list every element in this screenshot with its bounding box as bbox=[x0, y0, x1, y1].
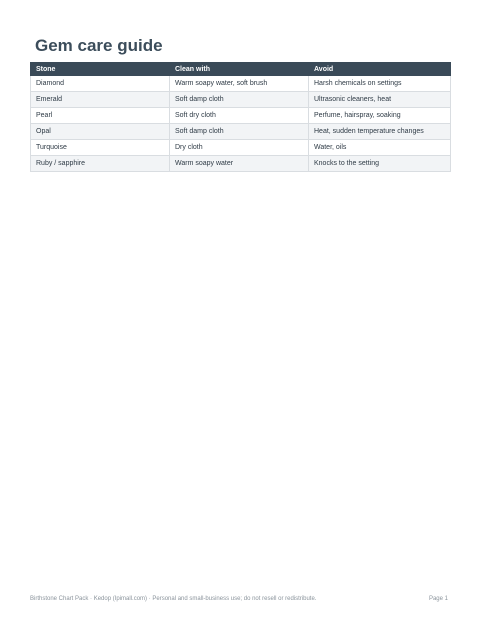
table-row bbox=[31, 156, 451, 172]
table-row bbox=[31, 140, 451, 156]
stone-cell: Turquoise bbox=[31, 140, 170, 156]
column-header-stone: Stone bbox=[31, 63, 170, 76]
page-title: Gem care guide bbox=[35, 36, 163, 55]
stone-cell: Opal bbox=[31, 124, 170, 140]
stone-cell: Ruby / sapphire bbox=[31, 156, 170, 172]
clean-with-cell: Warm soapy water bbox=[170, 156, 309, 172]
stone-cell: Diamond bbox=[31, 76, 170, 92]
column-header-clean-with: Clean with bbox=[170, 63, 309, 76]
avoid-cell: Harsh chemicals on settings bbox=[309, 76, 451, 92]
avoid-cell: Heat, sudden temperature changes bbox=[309, 124, 451, 140]
stone-cell: Pearl bbox=[31, 108, 170, 124]
avoid-cell: Perfume, hairspray, soaking bbox=[309, 108, 451, 124]
table-header-row bbox=[31, 63, 451, 76]
clean-with-cell: Soft damp cloth bbox=[170, 124, 309, 140]
gem-care-table bbox=[30, 62, 451, 172]
footer-credits: Birthstone Chart Pack · Kedop (Ipimall.com) · Personal and small-business use; do not resell or redistribute. bbox=[30, 596, 317, 602]
page-number: Page 1 bbox=[428, 596, 448, 602]
clean-with-cell: Dry cloth bbox=[170, 140, 309, 156]
table-row bbox=[31, 76, 451, 92]
avoid-cell: Knocks to the setting bbox=[309, 156, 451, 172]
table-row bbox=[31, 124, 451, 140]
clean-with-cell: Soft damp cloth bbox=[170, 92, 309, 108]
avoid-cell: Ultrasonic cleaners, heat bbox=[309, 92, 451, 108]
column-header-avoid: Avoid bbox=[309, 63, 451, 76]
clean-with-cell: Warm soapy water, soft brush bbox=[170, 76, 309, 92]
avoid-cell: Water, oils bbox=[309, 140, 451, 156]
clean-with-cell: Soft dry cloth bbox=[170, 108, 309, 124]
table-row bbox=[31, 108, 451, 124]
stone-cell: Emerald bbox=[31, 92, 170, 108]
table-row bbox=[31, 92, 451, 108]
